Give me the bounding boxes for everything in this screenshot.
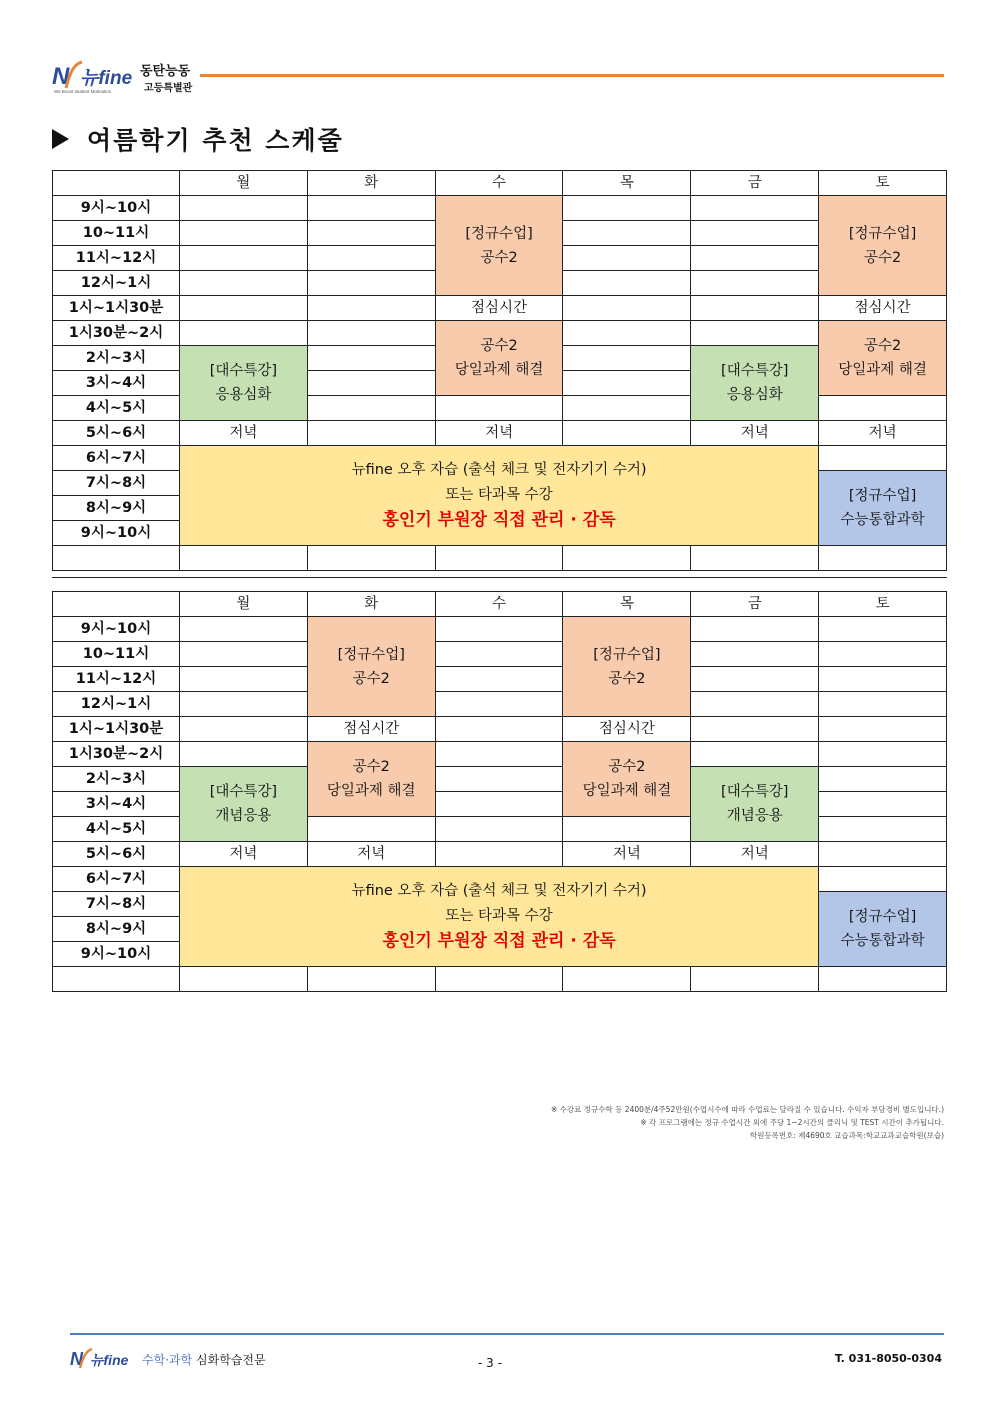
time-slot: 5시~6시 bbox=[53, 842, 180, 867]
empty-cell bbox=[180, 296, 308, 321]
svg-text:N: N bbox=[52, 63, 70, 90]
self-study-cell: 뉴fine 오후 자습 (출석 체크 및 전자기기 수거) 또는 타과목 수강 홍인기 부원장 직접 관리 · 감독 bbox=[180, 446, 819, 546]
dinner-cell: 저녁 bbox=[563, 842, 691, 867]
empty-cell bbox=[691, 717, 819, 742]
empty-cell bbox=[180, 642, 308, 667]
time-row bbox=[53, 667, 947, 692]
dinner-cell: 저녁 bbox=[180, 842, 308, 867]
empty-cell bbox=[307, 321, 435, 346]
schedule-table-1 bbox=[52, 170, 947, 571]
empty-cell bbox=[691, 546, 819, 571]
empty-cell bbox=[819, 667, 947, 692]
empty-cell bbox=[563, 421, 691, 446]
time-slot: 10~11시 bbox=[53, 642, 180, 667]
svg-text:뉴fine: 뉴fine bbox=[90, 1352, 129, 1368]
time-slot: 10~11시 bbox=[53, 221, 180, 246]
day-sat: 토 bbox=[819, 592, 947, 617]
time-row bbox=[53, 617, 947, 642]
empty-cell bbox=[307, 371, 435, 396]
empty-cell bbox=[563, 296, 691, 321]
time-slot: 4시~5시 bbox=[53, 396, 180, 421]
empty-cell bbox=[691, 271, 819, 296]
schedule-table-2 bbox=[52, 591, 947, 992]
empty-cell bbox=[180, 246, 308, 271]
day-wed: 수 bbox=[435, 592, 563, 617]
empty-cell bbox=[180, 221, 308, 246]
empty-cell bbox=[180, 196, 308, 221]
day-wed: 수 bbox=[435, 171, 563, 196]
day-mon: 월 bbox=[180, 592, 308, 617]
empty-cell bbox=[691, 196, 819, 221]
day-thu: 목 bbox=[563, 592, 691, 617]
day-header-row bbox=[53, 171, 947, 196]
empty-cell bbox=[691, 246, 819, 271]
self-study-cell: 뉴fine 오후 자습 (출석 체크 및 전자기기 수거) 또는 타과목 수강 홍인기 부원장 직접 관리 · 감독 bbox=[180, 867, 819, 967]
brand-subtitle: 고등특별관 bbox=[144, 83, 193, 94]
nfine-footer-logo-icon bbox=[70, 1346, 132, 1370]
empty-cell bbox=[819, 817, 947, 842]
day-tue: 화 bbox=[307, 171, 435, 196]
time-slot: 12시~1시 bbox=[53, 271, 180, 296]
algebra-special-cell: [대수특강] 응용심화 bbox=[691, 346, 819, 421]
time-slot: 4시~5시 bbox=[53, 817, 180, 842]
empty-cell bbox=[180, 617, 308, 642]
time-slot: 9시~10시 bbox=[53, 617, 180, 642]
time-row bbox=[53, 296, 947, 321]
time-row bbox=[53, 321, 947, 346]
note-line: ※ 각 프로그램에는 정규 수업시간 외에 주당 1~2시간의 클리닉 및 TEST 시간이 추가됩니다. bbox=[640, 1118, 944, 1127]
empty-cell bbox=[819, 446, 947, 471]
dinner-cell: 저녁 bbox=[691, 842, 819, 867]
empty-cell bbox=[180, 546, 308, 571]
time-slot: 6시~7시 bbox=[53, 446, 180, 471]
lunch-cell: 점심시간 bbox=[307, 717, 435, 742]
time-row bbox=[53, 742, 947, 767]
empty-cell bbox=[307, 271, 435, 296]
time-slot: 9시~10시 bbox=[53, 521, 180, 546]
time-row bbox=[53, 446, 947, 471]
empty-cell bbox=[819, 867, 947, 892]
time-slot: 12시~1시 bbox=[53, 692, 180, 717]
page-number: - 3 - bbox=[478, 1356, 502, 1370]
time-slot: 6시~7시 bbox=[53, 867, 180, 892]
dinner-cell: 저녁 bbox=[435, 421, 563, 446]
time-row bbox=[53, 692, 947, 717]
empty-cell bbox=[819, 792, 947, 817]
empty-cell bbox=[180, 667, 308, 692]
dinner-cell: 저녁 bbox=[307, 842, 435, 867]
empty-cell bbox=[435, 642, 563, 667]
time-slot: 11시~12시 bbox=[53, 667, 180, 692]
empty-cell bbox=[563, 271, 691, 296]
empty-cell bbox=[307, 546, 435, 571]
time-row bbox=[53, 717, 947, 742]
time-slot: 1시30분~2시 bbox=[53, 742, 180, 767]
empty-cell bbox=[435, 842, 563, 867]
empty-cell bbox=[819, 742, 947, 767]
regular-class-cell: [정규수업] 공수2 bbox=[307, 617, 435, 717]
empty-cell bbox=[180, 967, 308, 992]
header-divider bbox=[200, 74, 944, 77]
time-row bbox=[53, 867, 947, 892]
empty-cell bbox=[563, 221, 691, 246]
svg-text:N: N bbox=[70, 1349, 83, 1369]
empty-cell bbox=[53, 546, 180, 571]
corner-cell bbox=[53, 171, 180, 196]
empty-cell bbox=[691, 296, 819, 321]
empty-cell bbox=[563, 967, 691, 992]
empty-cell bbox=[819, 642, 947, 667]
regular-class-cell: [정규수업] 공수2 bbox=[435, 196, 563, 296]
empty-cell bbox=[180, 271, 308, 296]
empty-cell bbox=[819, 692, 947, 717]
time-slot: 8시~9시 bbox=[53, 917, 180, 942]
algebra-special-cell: [대수특강] 응용심화 bbox=[180, 346, 308, 421]
empty-cell bbox=[307, 221, 435, 246]
empty-cell bbox=[819, 546, 947, 571]
note-line: 학원등록번호: 제4690호 교습과목:학교교과교습학원(보습) bbox=[749, 1131, 944, 1140]
empty-cell bbox=[307, 967, 435, 992]
empty-cell bbox=[307, 396, 435, 421]
dinner-cell: 저녁 bbox=[180, 421, 308, 446]
regular-class-cell: [정규수업] 공수2 bbox=[563, 617, 691, 717]
table-separator bbox=[52, 577, 947, 578]
nfine-logo-icon bbox=[52, 58, 138, 94]
empty-cell bbox=[819, 396, 947, 421]
time-slot: 7시~8시 bbox=[53, 471, 180, 496]
day-fri: 금 bbox=[691, 592, 819, 617]
time-slot: 3시~4시 bbox=[53, 792, 180, 817]
empty-cell bbox=[691, 742, 819, 767]
homework-cell: 공수2 당일과제 해결 bbox=[307, 742, 435, 817]
time-slot: 2시~3시 bbox=[53, 767, 180, 792]
science-class-cell: [정규수업] 수능통합과학 bbox=[819, 471, 947, 546]
empty-cell bbox=[563, 196, 691, 221]
fee-notes bbox=[551, 1103, 944, 1142]
empty-cell bbox=[435, 396, 563, 421]
empty-cell bbox=[53, 967, 180, 992]
empty-cell bbox=[435, 767, 563, 792]
empty-cell bbox=[819, 617, 947, 642]
empty-cell bbox=[819, 717, 947, 742]
empty-cell bbox=[819, 967, 947, 992]
time-row bbox=[53, 196, 947, 221]
homework-cell: 공수2 당일과제 해결 bbox=[563, 742, 691, 817]
empty-cell bbox=[819, 842, 947, 867]
empty-cell bbox=[435, 617, 563, 642]
time-slot: 1시~1시30분 bbox=[53, 296, 180, 321]
empty-cell bbox=[691, 967, 819, 992]
dinner-cell: 저녁 bbox=[691, 421, 819, 446]
empty-cell bbox=[307, 421, 435, 446]
science-class-cell: [정규수업] 수능통합과학 bbox=[819, 892, 947, 967]
footer-subjects: 수학·과학 심화학습전문 bbox=[142, 1353, 266, 1367]
empty-cell bbox=[691, 642, 819, 667]
time-row bbox=[53, 767, 947, 792]
empty-cell bbox=[563, 371, 691, 396]
day-sat: 토 bbox=[819, 171, 947, 196]
empty-cell bbox=[691, 321, 819, 346]
empty-cell bbox=[180, 717, 308, 742]
empty-cell bbox=[563, 346, 691, 371]
day-fri: 금 bbox=[691, 171, 819, 196]
empty-cell bbox=[435, 717, 563, 742]
lunch-cell: 점심시간 bbox=[563, 717, 691, 742]
time-slot: 7시~8시 bbox=[53, 892, 180, 917]
empty-cell bbox=[435, 546, 563, 571]
empty-cell bbox=[307, 346, 435, 371]
phone-number: T. 031-8050-0304 bbox=[834, 1352, 942, 1365]
time-slot: 2시~3시 bbox=[53, 346, 180, 371]
svg-text:We Boost student Motivation: We Boost student Motivation bbox=[54, 89, 112, 94]
empty-cell bbox=[563, 546, 691, 571]
empty-cell bbox=[307, 196, 435, 221]
footer-divider bbox=[70, 1333, 944, 1335]
empty-cell bbox=[435, 742, 563, 767]
empty-cell bbox=[691, 692, 819, 717]
svg-text:뉴fine: 뉴fine bbox=[80, 68, 133, 89]
empty-cell bbox=[307, 296, 435, 321]
corner-cell bbox=[53, 592, 180, 617]
empty-cell bbox=[180, 692, 308, 717]
note-line: ※ 수강료 정규수학 등 2400분/4주52만원(수업시수에 따라 수업료는 달라질 수 있습니다. 수익자 부담경비 별도입니다.) bbox=[551, 1105, 944, 1114]
empty-cell bbox=[691, 617, 819, 642]
time-slot: 5시~6시 bbox=[53, 421, 180, 446]
time-slot: 8시~9시 bbox=[53, 496, 180, 521]
empty-cell bbox=[435, 792, 563, 817]
time-slot: 3시~4시 bbox=[53, 371, 180, 396]
homework-cell: 공수2 당일과제 해결 bbox=[435, 321, 563, 396]
time-row bbox=[53, 842, 947, 867]
time-row bbox=[53, 642, 947, 667]
day-header-row bbox=[53, 592, 947, 617]
time-slot: 1시30분~2시 bbox=[53, 321, 180, 346]
blank-row bbox=[53, 967, 947, 992]
dinner-cell: 저녁 bbox=[819, 421, 947, 446]
empty-cell bbox=[563, 396, 691, 421]
time-row bbox=[53, 421, 947, 446]
day-mon: 월 bbox=[180, 171, 308, 196]
lunch-cell: 점심시간 bbox=[435, 296, 563, 321]
empty-cell bbox=[435, 817, 563, 842]
blank-row bbox=[53, 546, 947, 571]
time-slot: 9시~10시 bbox=[53, 196, 180, 221]
triangle-bullet-icon bbox=[52, 129, 69, 149]
time-slot: 11시~12시 bbox=[53, 246, 180, 271]
lunch-cell: 점심시간 bbox=[819, 296, 947, 321]
homework-cell: 공수2 당일과제 해결 bbox=[819, 321, 947, 396]
empty-cell bbox=[819, 767, 947, 792]
empty-cell bbox=[180, 742, 308, 767]
empty-cell bbox=[563, 246, 691, 271]
page-title: 여름학기 추천 스케줄 bbox=[87, 126, 344, 155]
time-slot: 9시~10시 bbox=[53, 942, 180, 967]
empty-cell bbox=[435, 667, 563, 692]
time-slot: 1시~1시30분 bbox=[53, 717, 180, 742]
algebra-special-cell: [대수특강] 개념응용 bbox=[180, 767, 308, 842]
empty-cell bbox=[307, 817, 435, 842]
empty-cell bbox=[307, 246, 435, 271]
regular-class-cell: [정규수업] 공수2 bbox=[819, 196, 947, 296]
empty-cell bbox=[691, 667, 819, 692]
empty-cell bbox=[691, 221, 819, 246]
empty-cell bbox=[435, 692, 563, 717]
page-title-row bbox=[52, 122, 344, 156]
day-tue: 화 bbox=[307, 592, 435, 617]
day-thu: 목 bbox=[563, 171, 691, 196]
algebra-special-cell: [대수특강] 개념응용 bbox=[691, 767, 819, 842]
empty-cell bbox=[563, 817, 691, 842]
empty-cell bbox=[563, 321, 691, 346]
empty-cell bbox=[435, 967, 563, 992]
empty-cell bbox=[180, 321, 308, 346]
brand-name: 동탄능동 bbox=[140, 64, 191, 79]
